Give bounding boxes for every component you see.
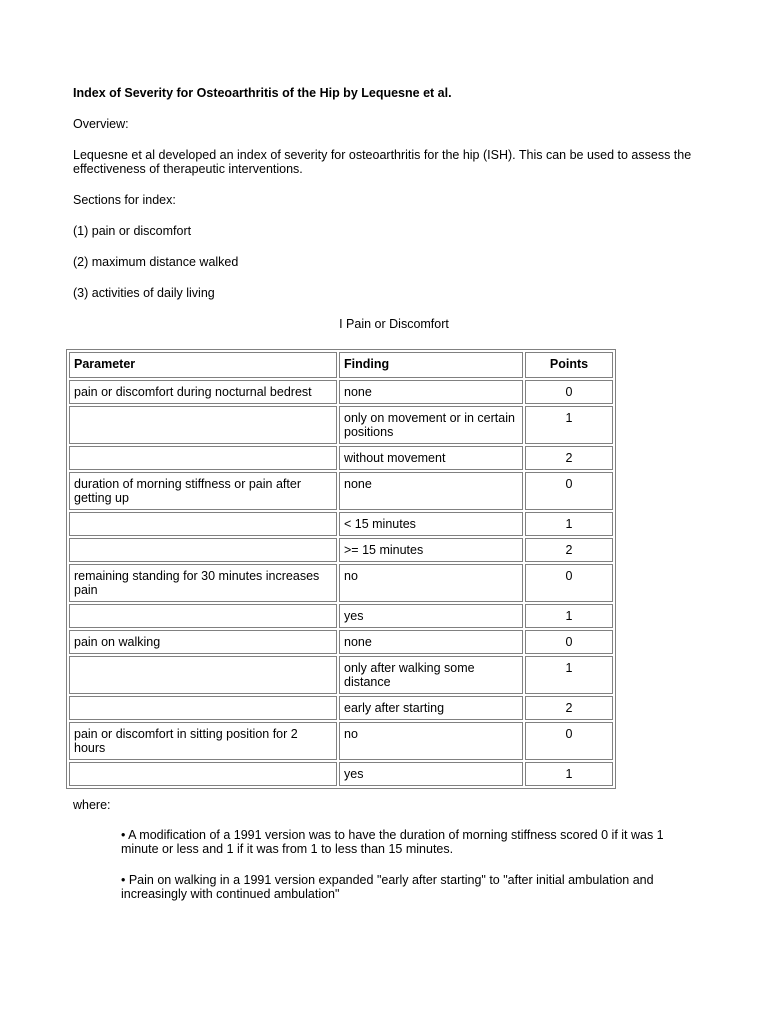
cell-parameter (69, 538, 337, 562)
table-body (69, 380, 613, 786)
sections-label: Sections for index: (73, 193, 176, 207)
table-header-row (69, 352, 613, 378)
cell-points: 0 (525, 380, 613, 404)
cell-points: 1 (525, 604, 613, 628)
notes-section (73, 798, 713, 918)
table-row (69, 762, 613, 786)
table-row (69, 406, 613, 444)
note-item-2: • Pain on walking in a 1991 version expanded "early after starting" to "after initial ambulation and increasingly with continued ambulation" (121, 873, 654, 901)
cell-points: 1 (525, 762, 613, 786)
cell-points: 1 (525, 512, 613, 536)
cell-parameter (69, 406, 337, 444)
cell-finding: yes (339, 762, 523, 786)
cell-points: 1 (525, 656, 613, 694)
cell-finding: only after walking some distance (339, 656, 523, 694)
cell-parameter: remaining standing for 30 minutes increases pain (69, 564, 337, 602)
table-row (69, 380, 613, 404)
cell-finding: without movement (339, 446, 523, 470)
table-row (69, 564, 613, 602)
cell-points: 1 (525, 406, 613, 444)
cell-finding: yes (339, 604, 523, 628)
cell-parameter (69, 656, 337, 694)
where-label: where: (73, 798, 111, 812)
cell-finding: early after starting (339, 696, 523, 720)
cell-parameter (69, 696, 337, 720)
header-points: Points (525, 352, 613, 378)
table-row (69, 630, 613, 654)
cell-points: 2 (525, 696, 613, 720)
cell-points: 2 (525, 538, 613, 562)
cell-finding: >= 15 minutes (339, 538, 523, 562)
cell-finding: no (339, 564, 523, 602)
table-row (69, 722, 613, 760)
cell-finding: only on movement or in certain positions (339, 406, 523, 444)
cell-finding: none (339, 472, 523, 510)
notes-list (121, 828, 701, 901)
cell-parameter: pain or discomfort in sitting position for 2 hours (69, 722, 337, 760)
cell-points: 0 (525, 722, 613, 760)
cell-parameter (69, 446, 337, 470)
cell-parameter (69, 762, 337, 786)
header-finding: Finding (339, 352, 523, 378)
table-row (69, 446, 613, 470)
document-title: Index of Severity for Osteoarthritis of the Hip by Lequesne et al. (73, 86, 452, 100)
cell-parameter: pain or discomfort during nocturnal bedrest (69, 380, 337, 404)
table-row (69, 656, 613, 694)
cell-points: 0 (525, 630, 613, 654)
cell-points: 2 (525, 446, 613, 470)
cell-parameter (69, 512, 337, 536)
overview-text: Lequesne et al developed an index of severity for osteoarthritis for the hip (ISH). This can be used to assess the effectiveness of therapeutic interventions. (73, 148, 692, 176)
table-row (69, 696, 613, 720)
cell-parameter (69, 604, 337, 628)
overview-label: Overview: (73, 117, 129, 131)
cell-finding: none (339, 380, 523, 404)
table-row (69, 538, 613, 562)
cell-finding: none (339, 630, 523, 654)
table-title: I Pain or Discomfort (339, 317, 449, 331)
section-item-3: (3) activities of daily living (73, 286, 215, 300)
header-parameter: Parameter (69, 352, 337, 378)
section-item-1: (1) pain or discomfort (73, 224, 192, 238)
note-item-1: • A modification of a 1991 version was to have the duration of morning stiffness scored 0 if it was 1 minute or less and 1 if it was from 1 to less than 15 minutes. (121, 828, 664, 856)
cell-finding: no (339, 722, 523, 760)
cell-parameter: duration of morning stiffness or pain after getting up (69, 472, 337, 510)
cell-finding: < 15 minutes (339, 512, 523, 536)
cell-parameter: pain on walking (69, 630, 337, 654)
cell-points: 0 (525, 472, 613, 510)
table-row (69, 472, 613, 510)
document-body (73, 86, 713, 345)
table-row (69, 604, 613, 628)
table-row (69, 512, 613, 536)
section-item-2: (2) maximum distance walked (73, 255, 239, 269)
severity-table (66, 349, 616, 789)
cell-points: 0 (525, 564, 613, 602)
